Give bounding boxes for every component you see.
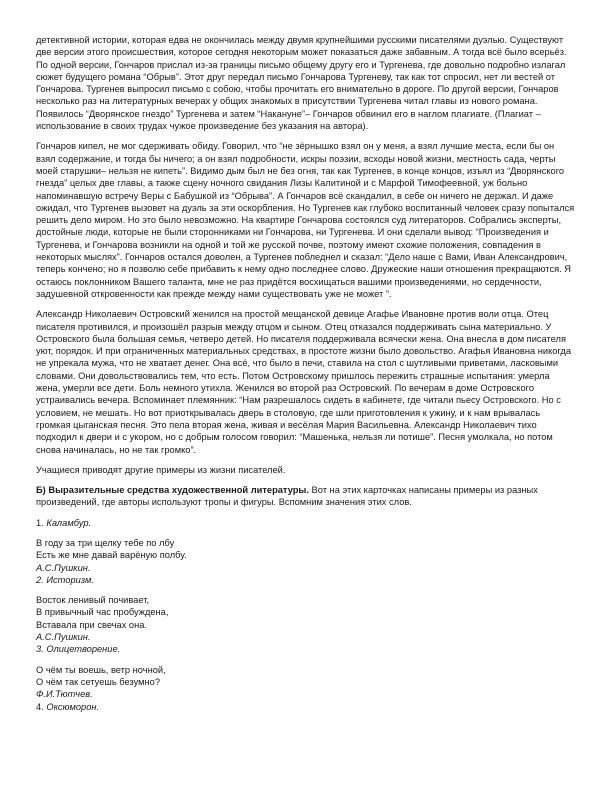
section-b-text: Вот на этих карточках написаны примеры из разных произведений, где авторы используют тропы и фигуры. Вспомним значения этих слов.: [36, 485, 538, 508]
list-item-2: [36, 574, 576, 586]
paragraph-goncharov-anger: Гончаров кипел, не мог сдерживать обиду. Говорил, что “не зёрнышко взял он у меня, а взял лучшие места, если бы он взял содержание, и тогда бы ничего; а он взял подробности, искры поэзии, всходы новой жизни, местность сада, черты моей старушки– нельзя не кипеть”. Видимо дым был не без огня, так как Тургенев, в конце концов, изъял из “Дворянского гнезда” целых две главы, а также сцену ночного свидания Лизы Калитиной и с Марфой Тимофеевной, уж больно напоминавшую встречу Веры с Бабушкой из “Обрыва”. А Гончаров всё скандалил, в себе он ничего не держал. И даже ожидал, что Тургенев вызовет на дуэль за эти оскорбления. Но Тургенев как глубоко воспитанный человек сразу попытался решить дело миром. Но это было невозможно. На квартире Гончарова состоялся суд литераторов. Собрались эксперты, достойные люди, которые не были сторонниками ни Гончарова, ни Тургенева. И они сделали вывод: “Произведения и Тургенева, и Гончарова возникли на одной и той же русской почве, поэтому имеют схожие положения, совпадения в некоторых мыслях”. Гончаров остался доволен, а Тургенев побледнел и сказал: “Дело наше с Вами, Иван Александрович, теперь кончено; но я позволю себе прибавить к нему одно последнее слово. Дружеские наши отношения прекращаются. Я остаюсь поклонником Вашего таланта, мне не раз придётся восхищаться вашими произведениями, но сердечности, задушевной откровенности как прежде между нами существовать уже не может ”.: [36, 141, 575, 299]
item-term: Каламбур.: [46, 517, 92, 528]
poem-line: О чём ты воешь, ветр ночной,: [36, 664, 166, 675]
poem-3: [36, 664, 576, 713]
poem-line: В привычный час пробуждена,: [36, 607, 169, 618]
paragraph-students-examples: Учащиеся приводят другие примеры из жизни писателей.: [36, 464, 286, 475]
document-page: [36, 34, 576, 721]
item-number: 3.: [36, 644, 44, 655]
paragraph-goncharov-turgenev-intro: детективной истории, которая едва не окончилась между двумя крупнейшими русскими писателями дуэлью. Существуют две версии этого происшествия, которое сегодня некоторым может показаться даже забавным. А тогда всё было всерьёз. По одной версии, Гончаров прислал из-за границы письмо общему другу его и Тургенева, где довольно подробно излагал сюжет будущего романа “Обрыв”. Этот друг передал письмо Гончарова Тургеневу, так как тот спросил, нет ли вестей от Гончарова. Тургенев выпросил письмо с собою, чтобы прочитать его внимательно в дороге. По другой версии, Гончаров несколько раз на литературных вечерах у общих знакомых в присутствии Тургенева читал главы из нового романа. Появилось “Дворянское гнездо” Тургенева и затем “Накануне”– Гончаров обвинил его в наглом плагиате. (Плагиат – использование в своих трудах чужое произведение без указания на автора).: [36, 35, 567, 132]
section-b-heading: Б) Выразительные средства художественной литературы.: [36, 485, 309, 496]
poem-line: Есть же мне давай варёную полбу.: [36, 550, 187, 561]
item-term: Олицетворение.: [46, 644, 121, 655]
item-number: 4.: [36, 701, 44, 712]
item-number: 1.: [36, 517, 44, 528]
poem-author: А.С.Пушкин.: [36, 632, 91, 643]
list-item-1: [36, 517, 576, 529]
item-number: 2.: [36, 574, 44, 585]
list-item-4: [36, 701, 576, 713]
paragraph-section-b: [36, 484, 576, 509]
poem-line: О чём так сетуешь безумно?: [36, 676, 161, 687]
list-item-3: [36, 643, 576, 655]
poem-author: А.С.Пушкин.: [36, 562, 91, 573]
poem-2: [36, 594, 576, 655]
paragraph-ostrovsky: Александр Николаевич Островский женился на простой мещанской девице Агафье Ивановне против воли отца. Отец писателя противился, и произошёл разрыв между отцом и сыном. Отец отказался поддерживать сына материально. У Островского была большая семья, четверо детей. Но писателя поддерживала всячески жена. Она внесла в дом писателя уют, порядок. И при ограниченных материальных средствах, в простоте жизни было довольство. Агафья Ивановна никогда не упрекала мужа, что не хватает денег. Она всё, что было в печи, ставила на стол с шутливыми приветами, ласковыми словами. Они довольствовались тем, что есть. Потом Островскому пришлось пережить страшные испытания: умерла жена, умерли все дети. Боль немного утихла. Женился во второй раз Островский. По вечерам в доме Островского устраивались вечера. Вспоминает племянник: “Нам разрешалось сидеть в кабинете, где читали пьесу Островского. Но с условием, не мешать. Но вот приоткрывалась дверь в столовую, где шли приготовления к ужину, и к нам врывалась громкая цыганская песня. Это пела вторая жена, живая и весёлая Мария Васильевна. Александр Николаевич тихо подходил к двери и с укором, но с добрым голосом говорил: “Машенька, нельзя ли потише”. Песня умолкала, но потом снова начиналась, но не так громко”.: [36, 309, 571, 455]
poem-line: Вставала при свечах она.: [36, 619, 147, 630]
poem-line: Восток ленивый почивает,: [36, 595, 150, 606]
poem-line: В году за три щелку тебе по лбу: [36, 537, 175, 548]
item-term: Историзм.: [46, 574, 94, 585]
poem-1: [36, 537, 576, 586]
item-term: Оксюморон.: [46, 701, 100, 712]
poem-author: Ф.И.Тютчев.: [36, 689, 93, 700]
